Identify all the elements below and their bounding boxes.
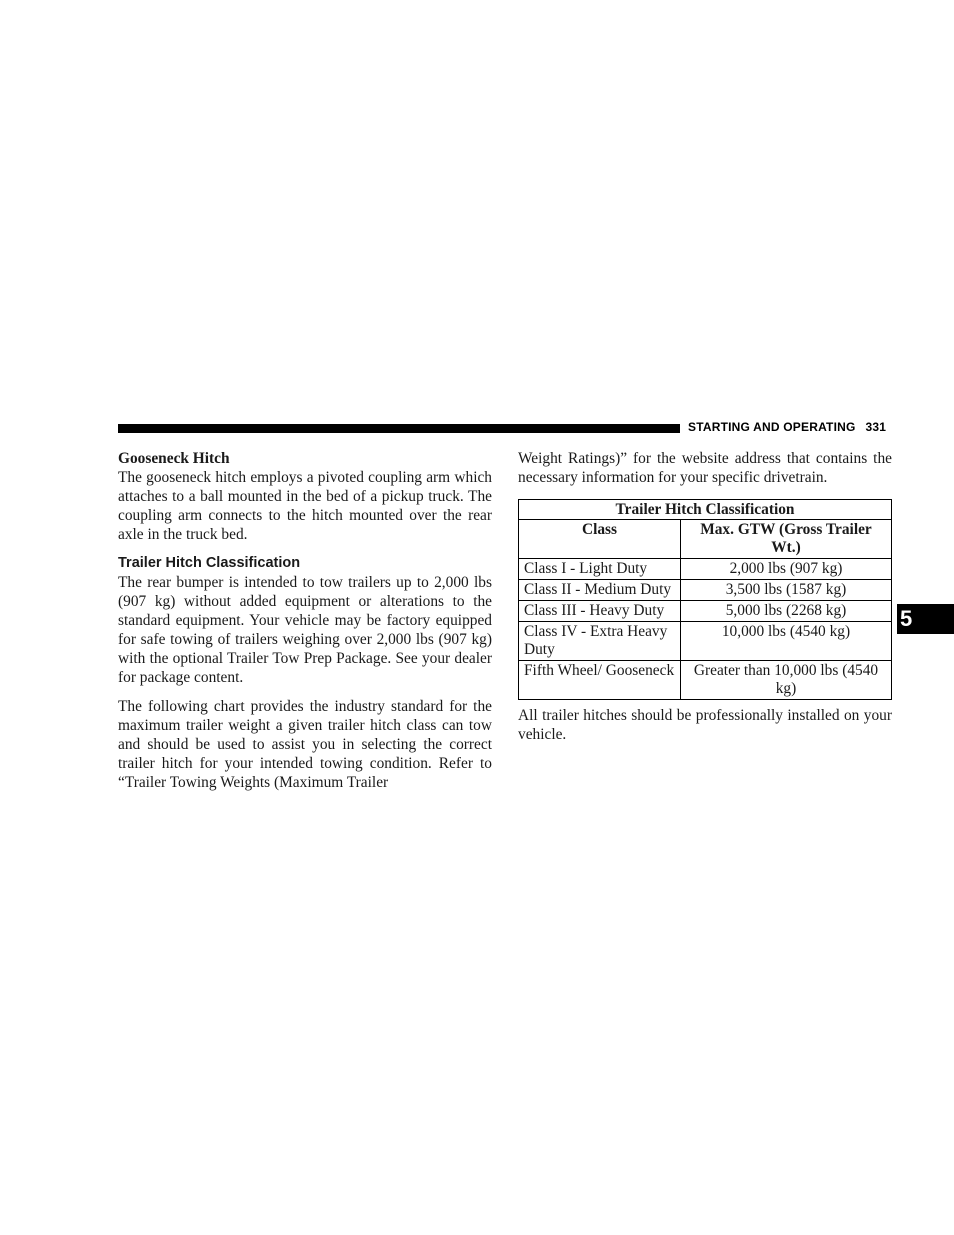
weight-cell: 10,000 lbs (4540 kg) [681, 622, 892, 661]
header-max-gtw: Max. GTW (Gross Trailer Wt.) [681, 520, 892, 559]
weight-cell: 5,000 lbs (2268 kg) [681, 601, 892, 622]
page-number: 331 [865, 420, 887, 434]
weight-cell: 2,000 lbs (907 kg) [681, 559, 892, 580]
section-title: STARTING AND OPERATING [688, 420, 856, 434]
continued-paragraph: Weight Ratings)” for the website address that contains the necessary information for your specific drivetrain. [518, 450, 892, 486]
class-cell: Class IV - Extra Heavy Duty [519, 622, 681, 661]
class-cell: Class I - Light Duty [519, 559, 681, 580]
running-header [688, 420, 886, 434]
table-row [519, 661, 892, 700]
left-column [118, 449, 492, 792]
right-column [518, 449, 892, 744]
table-row [519, 601, 892, 622]
chart-paragraph: The following chart provides the industry standard for the maximum trailer weight a given trailer hitch class can tow and should be used to assist you in selecting the correct trailer hitch for your intended towing condition. Refer to “Trailer Towing Weights (Maximum Trailer [118, 698, 492, 791]
gooseneck-paragraph: The gooseneck hitch employs a pivoted coupling arm which attaches to a ball mounted in the bed of a pickup truck. The coupling arm connects to the hitch mounted over the rear axle in the truck bed. [118, 469, 492, 543]
table-row [519, 622, 892, 661]
hitch-classification-table [518, 499, 892, 700]
header-class: Class [519, 520, 681, 559]
table-row [519, 580, 892, 601]
chapter-tab: 5 [897, 604, 954, 634]
classification-paragraph: The rear bumper is intended to tow trailers up to 2,000 lbs (907 kg) without added equipment or alterations to the standard equipment. Your vehicle may be factory equipped for safe towing of trailers weighing over 2,000 lbs (907 kg) with the optional Trailer Tow Prep Package. See your dealer for package content. [118, 574, 492, 686]
gooseneck-heading: Gooseneck Hitch [118, 450, 230, 467]
header-rule [118, 424, 680, 433]
classification-heading: Trailer Hitch Classification [118, 555, 301, 571]
table-title: Trailer Hitch Classification [519, 500, 892, 520]
class-cell: Class III - Heavy Duty [519, 601, 681, 622]
weight-cell: 3,500 lbs (1587 kg) [681, 580, 892, 601]
class-cell: Fifth Wheel/ Gooseneck [519, 661, 681, 700]
table-header-row [519, 520, 892, 559]
table-row [519, 559, 892, 580]
closing-paragraph: All trailer hitches should be professionally installed on your vehicle. [518, 707, 892, 743]
class-cell: Class II - Medium Duty [519, 580, 681, 601]
table-title-row [519, 500, 892, 520]
weight-cell: Greater than 10,000 lbs (4540 kg) [681, 661, 892, 700]
